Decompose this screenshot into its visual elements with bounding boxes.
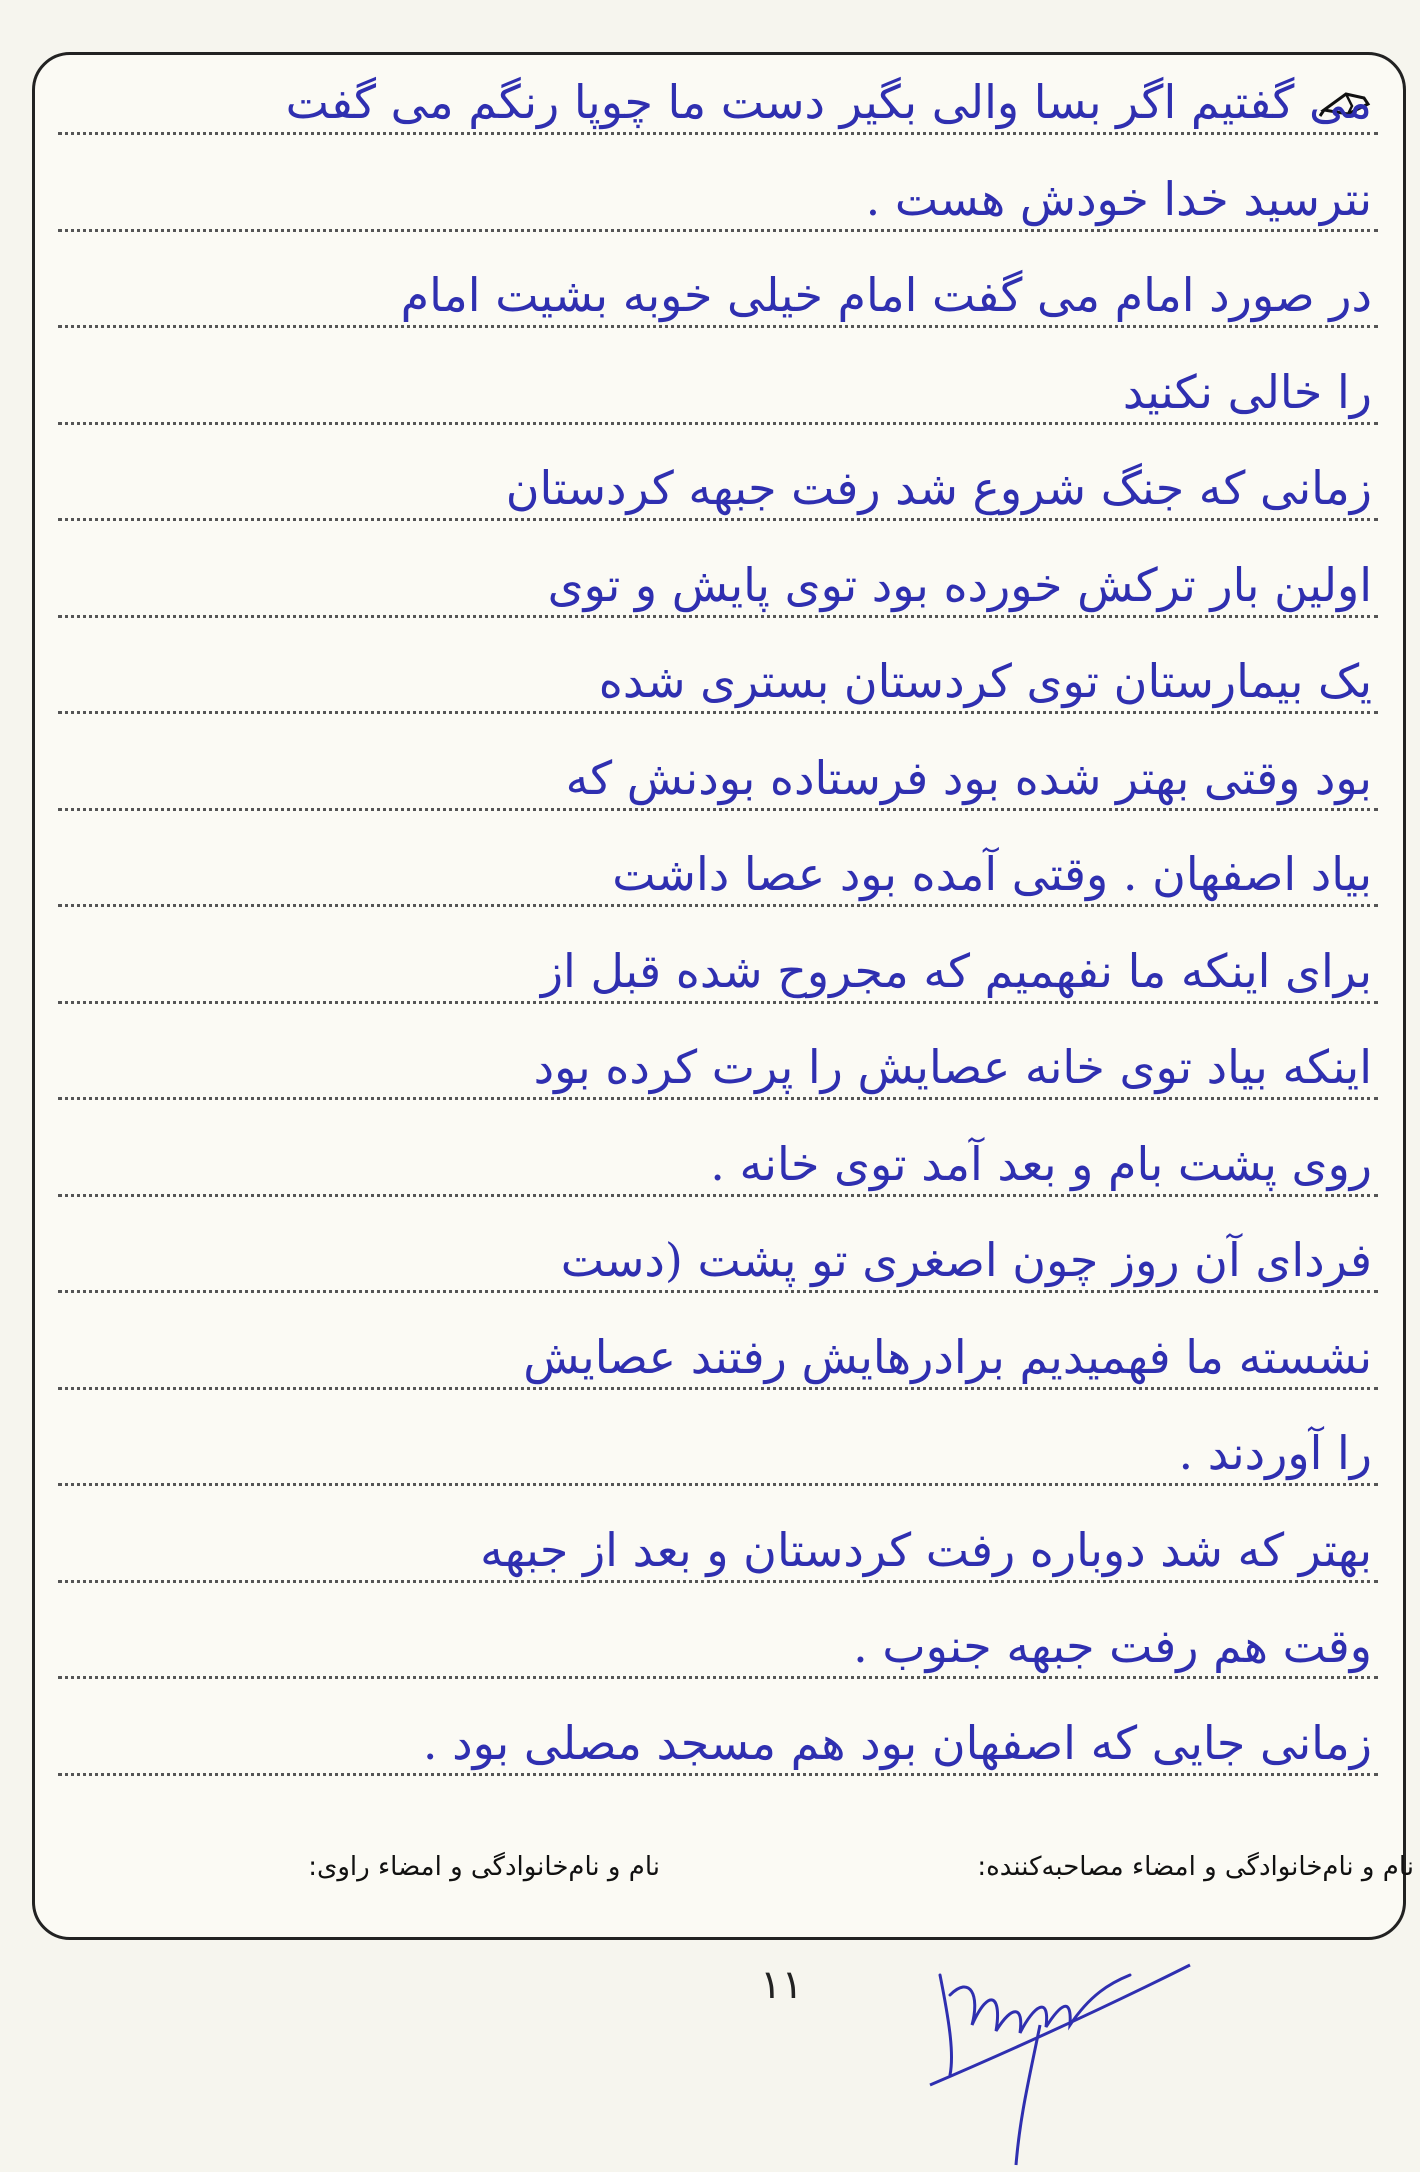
handwritten-line: اولین بار ترکش خورده بود توی پایش و توی bbox=[547, 558, 1372, 612]
narrator-label: نام و نام‌خانوادگی و امضاء راوی: bbox=[308, 1852, 660, 1882]
handwritten-line: زمانی جایی که اصفهان بود هم مسجد مصلی بود . bbox=[422, 1716, 1372, 1770]
handwritten-line: را آوردند . bbox=[1178, 1426, 1372, 1480]
handwritten-line: می گفتیم اگر بسا والی بگیر دست ما چوپا رنگم می گفت bbox=[285, 75, 1372, 129]
handwritten-line: یک بیمارستان توی کردستان بستری شده bbox=[598, 654, 1372, 708]
handwritten-line: در صورد امام می گفت امام خیلی خوبه بشیت امام bbox=[400, 268, 1372, 322]
handwritten-line: برای اینکه ما نفهمیم که مجروح شده قبل از bbox=[540, 944, 1372, 998]
handwritten-line: بهتر که شد دوباره رفت کردستان و بعد از جبهه bbox=[480, 1523, 1372, 1577]
interviewer-label: نام و نام‌خانوادگی و امضاء مصاحبه‌کننده: bbox=[977, 1852, 1414, 1882]
handwritten-line: نترسید خدا خودش هست . bbox=[865, 172, 1372, 226]
handwritten-line: بیاد اصفهان . وقتی آمده بود عصا داشت bbox=[612, 847, 1372, 901]
handwritten-line: اینکه بیاد توی خانه عصایش را پرت کرده بود bbox=[533, 1040, 1372, 1094]
signature-labels bbox=[0, 1852, 1420, 1892]
handwritten-line: زمانی که جنگ شروع شد رفت جبهه کردستان bbox=[505, 461, 1372, 515]
handwritten-line: را خالی نکنید bbox=[1122, 365, 1372, 419]
page-number: ۱۱ bbox=[760, 1962, 803, 2008]
handwritten-line: بود وقتی بهتر شده بود فرستاده بودنش که bbox=[565, 751, 1372, 805]
signature-mark bbox=[920, 1935, 1200, 2170]
handwritten-line: نشسته ما فهمیدیم برادرهایش رفتند عصایش bbox=[523, 1330, 1372, 1384]
handwritten-line: فردای آن روز چون اصغری تو پشت (دست bbox=[560, 1233, 1372, 1287]
handwritten-line: وقت هم رفت جبهه جنوب . bbox=[853, 1619, 1372, 1673]
handwritten-line: روی پشت بام و بعد آمد توی خانه . bbox=[710, 1137, 1372, 1191]
